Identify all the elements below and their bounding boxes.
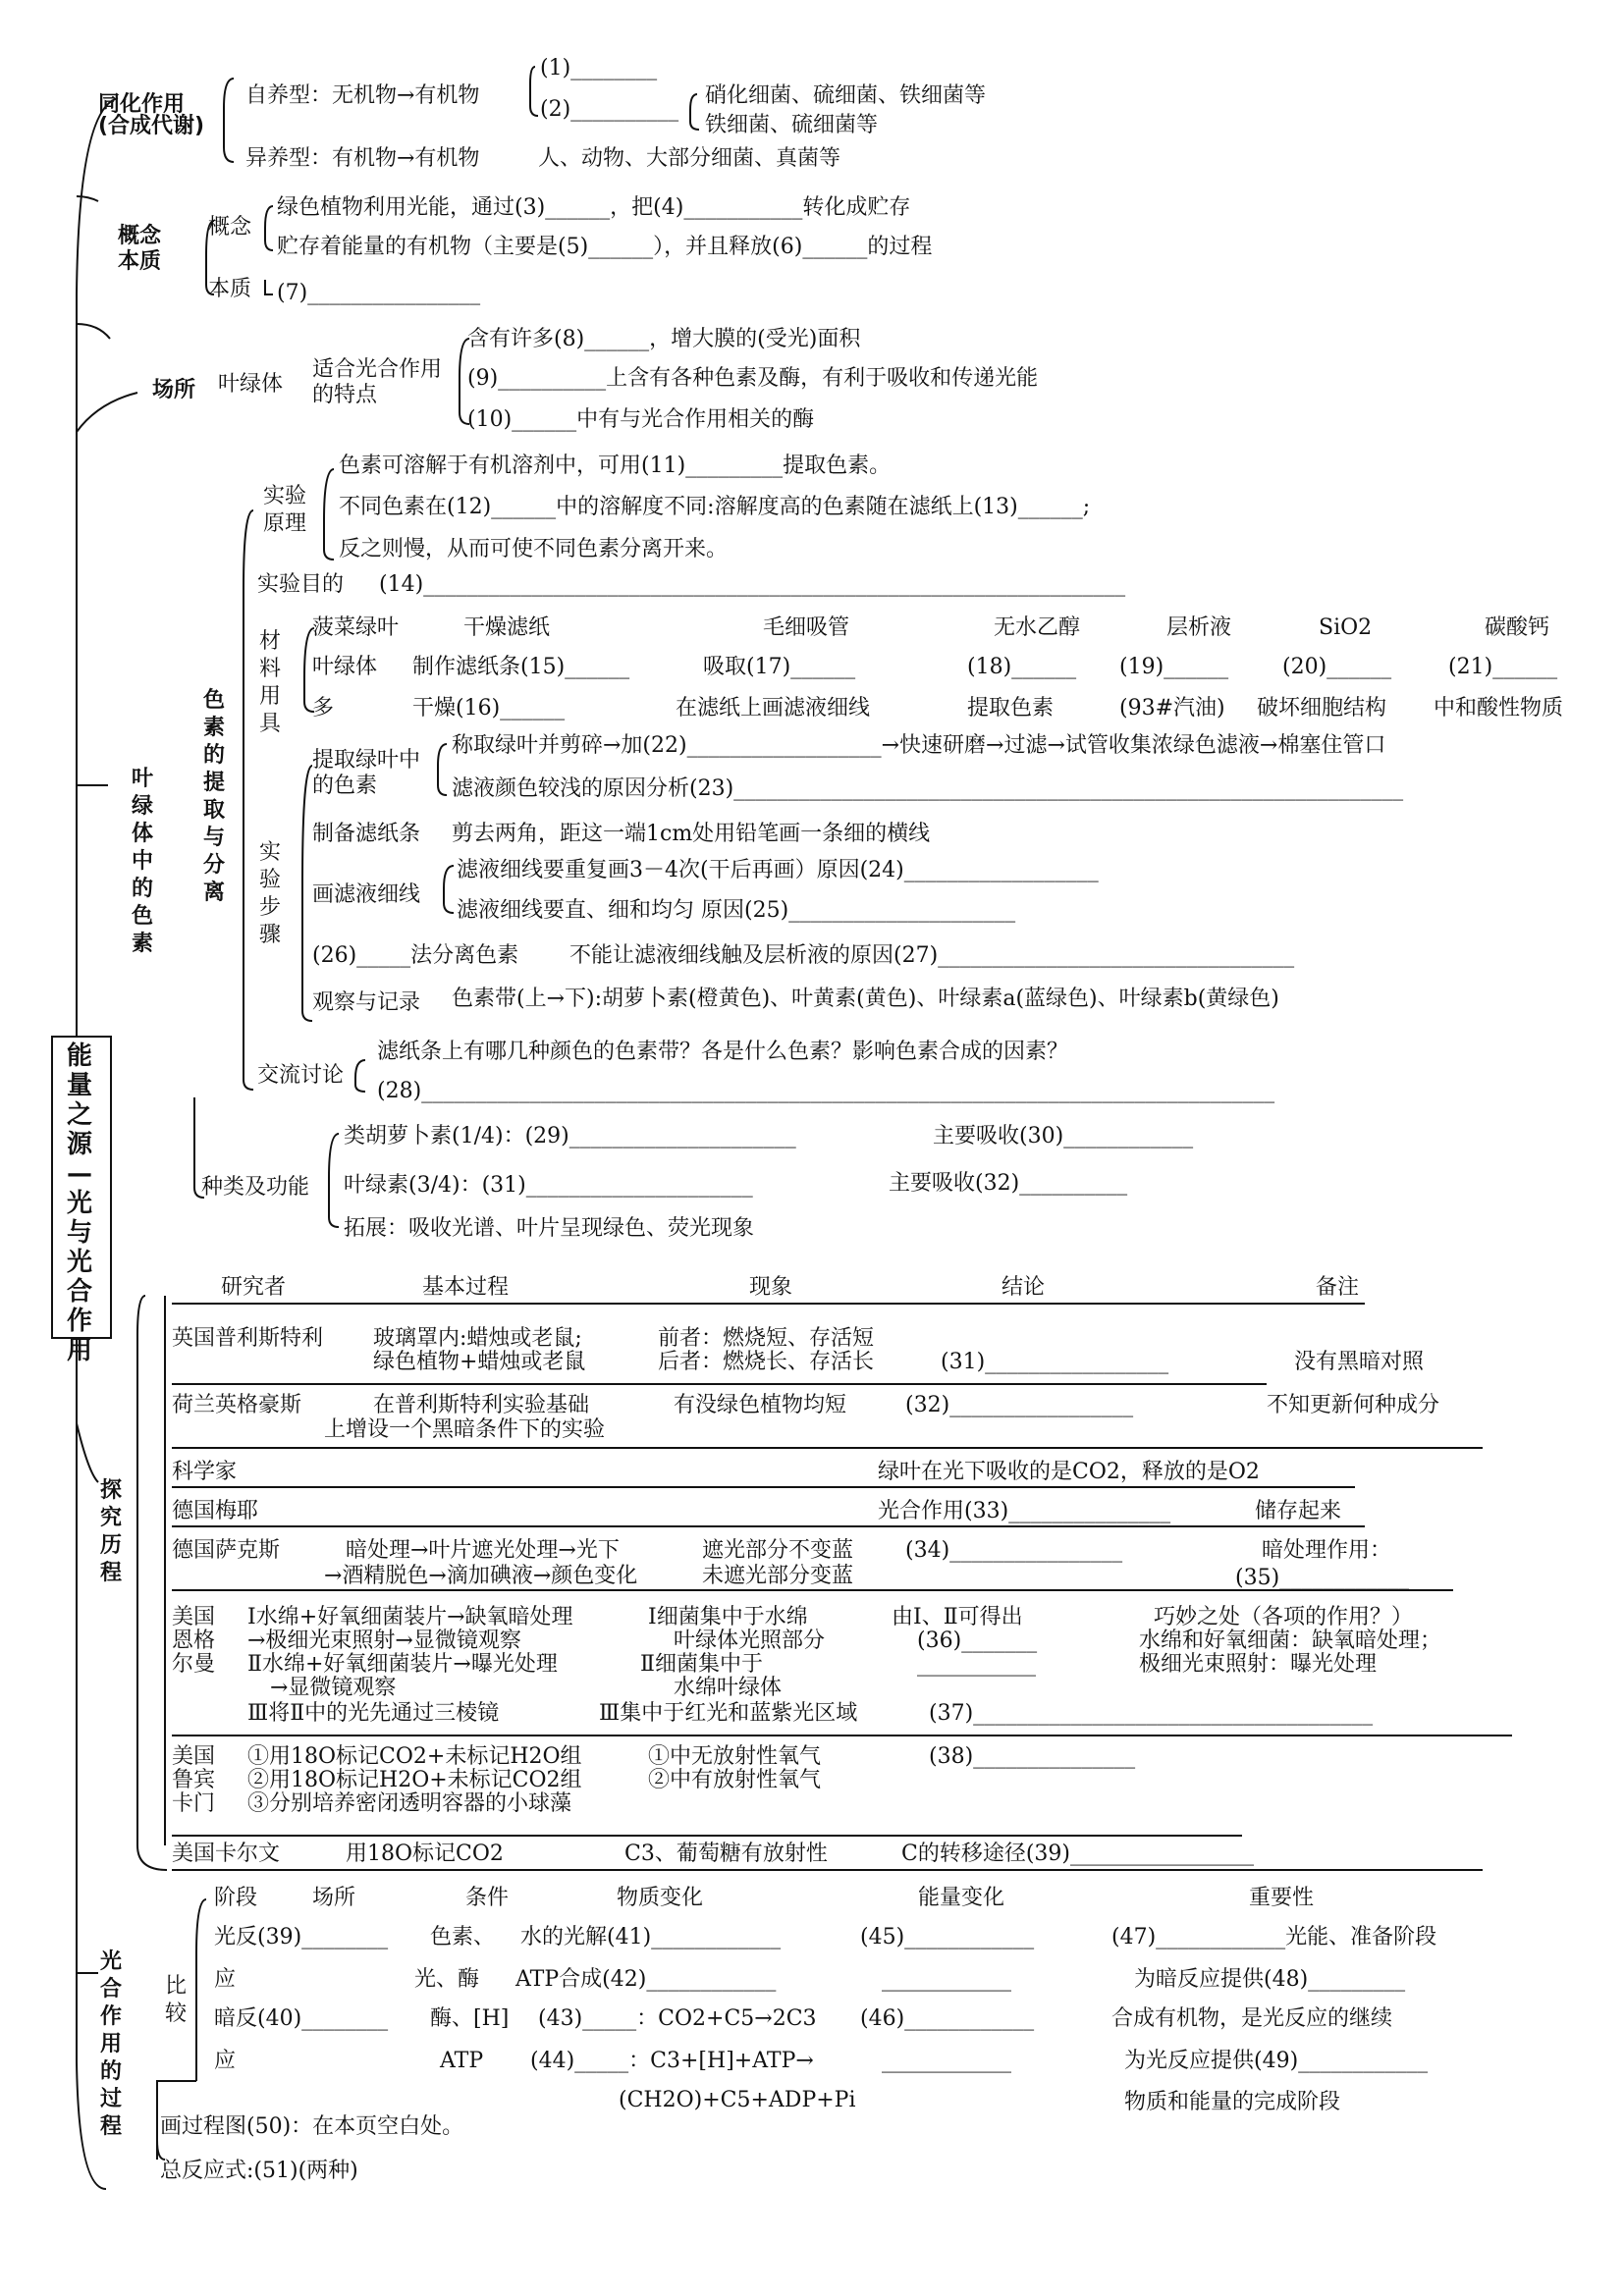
s6-dark-mat2: (44)_____：C3+[H]+ATP→ <box>530 2049 814 2073</box>
s5-r6-note3: 极细光束照射：曝光处理 <box>1139 1652 1378 1677</box>
s5-header-phenomenon: 现象 <box>749 1275 793 1300</box>
s4-extraction-title: 色素的提取与分离 <box>202 688 225 905</box>
s1-autotroph-blank2: (2)__________ <box>540 97 679 122</box>
s5-r6-note1: 巧妙之处（各项的作用？） <box>1154 1605 1414 1629</box>
s6-dark-stage1: 暗反(40)________ <box>214 2006 389 2031</box>
s5-r4-note: 储存起来 <box>1255 1499 1342 1523</box>
s4-m-r2-c3: 吸取(17)______ <box>703 655 856 679</box>
s5-r1-con: (31)_________________ <box>941 1350 1169 1374</box>
s5-r8-con: C的转移途径(39)_________________ <box>901 1842 1254 1866</box>
s6-dark-imp1: 合成有机物，是光反应的继续 <box>1111 2006 1393 2031</box>
s4-step1-label: 提取绿叶中的色素 <box>312 748 421 798</box>
s5-r3-name: 科学家 <box>172 1460 238 1484</box>
s6-light-stage2: 应 <box>214 1967 237 1992</box>
s4-step3-label: 画滤液细线 <box>312 882 421 907</box>
s5-r7-p2: ②用18O标记H2O+未标记CO2组 <box>247 1768 582 1792</box>
s4-discuss-label: 交流讨论 <box>257 1063 345 1088</box>
s6-light-imp2: 为暗反应提供(48)_________ <box>1134 1967 1406 1992</box>
s5-r1-ph2: 后者：燃烧长、存活长 <box>658 1350 875 1374</box>
s5-r8-name: 美国卡尔文 <box>172 1842 281 1866</box>
s5-r6-note2: 水绵和好氧细菌：缺氧暗处理； <box>1139 1629 1442 1653</box>
s6-header-material: 物质变化 <box>617 1886 704 1910</box>
s2-essence-blank: (7)________________ <box>277 281 481 305</box>
s5-r6-p2: →极细光束照射→显微镜观察 <box>247 1629 521 1653</box>
s4-principle-3: 反之则慢，从而可使不同色素分离开来。 <box>339 537 729 561</box>
s4-m-r3-c6: 破坏细胞结构 <box>1257 696 1387 721</box>
s4-step2-label: 制备滤纸条 <box>312 822 421 846</box>
s4-purpose-blank: (14)_________________________________________________________________ <box>379 572 1126 597</box>
s6-light-mat2: ATP合成(42)____________ <box>515 1967 777 1992</box>
s5-header-researcher: 研究者 <box>221 1275 287 1300</box>
s6-dark-imp2: 为光反应提供(49)____________ <box>1124 2049 1429 2073</box>
s5-r6-ph2: 叶绿体光照部分 <box>674 1629 826 1653</box>
s5-header-process: 基本过程 <box>422 1275 510 1300</box>
s1-title: 同化作用 <box>98 92 186 117</box>
s5-r6-ph5: Ⅲ集中于红光和蓝紫光区域 <box>599 1701 858 1726</box>
s2-essence-label: 本质 <box>208 277 252 301</box>
s4-kind2-absorb: 主要吸收(32)__________ <box>889 1171 1128 1196</box>
s5-r2-proc2: 上增设一个黑暗条件下的实验 <box>324 1417 606 1442</box>
s5-r6-name2: 恩格 <box>172 1629 216 1653</box>
s4-m-r2-c7: (21)______ <box>1448 655 1558 679</box>
s5-r6-p4: →显微镜观察 <box>270 1676 397 1700</box>
s6-header-stage: 阶段 <box>214 1886 258 1910</box>
s4-discuss-2: (28)_______________________________________________________________________________ <box>377 1079 1275 1103</box>
s5-r6-ph1: Ⅰ细菌集中于水绵 <box>648 1605 808 1629</box>
s1-autotroph-example1: 硝化细菌、硫细菌、铁细菌等 <box>705 83 987 108</box>
s1-subtitle: (合成代谢) <box>98 114 205 138</box>
s4-steps-label: 实验步骤 <box>258 840 281 947</box>
s6-header-condition: 条件 <box>465 1886 510 1910</box>
s4-m-r3-c7: 中和酸性物质 <box>1434 696 1564 721</box>
s2-concept-line2: 贮存着能量的有机物（主要是(5)______），并且释放(6)______的过程 <box>277 235 933 259</box>
s5-r6-con2: (36)_______ <box>917 1629 1038 1653</box>
s5-r7-ph1: ①中无放射性氧气 <box>648 1744 822 1769</box>
s5-r5-note2: (35)____________ <box>1235 1566 1410 1590</box>
s6-light-energy1: (45)____________ <box>860 1925 1035 1949</box>
s5-r5-con: (34)________________ <box>905 1538 1123 1563</box>
s4-step5-a: 色素带(上→下):胡萝卜素(橙黄色)、叶黄素(黄色)、叶绿素a(蓝绿色)、叶绿素b(黄绿色) <box>452 987 1279 1011</box>
s6-dark-energy1: (46)____________ <box>860 2006 1035 2031</box>
s4-discuss-1: 滤纸条上有哪几种颜色的色素带？各是什么色素？影响色素合成的因素？ <box>377 1040 1069 1064</box>
s1-heterotroph-example: 人、动物、大部分细菌、真菌等 <box>538 146 841 171</box>
s6-dark-imp3: 物质和能量的完成阶段 <box>1124 2090 1341 2114</box>
s5-r1-proc2: 绿色植物+蜡烛或老鼠 <box>373 1350 586 1374</box>
s4-step4-a: 不能让滤液细线触及层析液的原因(27)_________________________________ <box>569 943 1295 968</box>
s6-light-mat1: 水的光解(41)____________ <box>520 1925 782 1949</box>
s4-step5-label: 观察与记录 <box>312 990 421 1015</box>
s6-dark-cond1: 酶、[H] <box>430 2006 510 2031</box>
root-title: 能量之源—光与光合作用 <box>67 1041 93 1365</box>
s6-header-energy: 能量变化 <box>918 1886 1005 1910</box>
s4-m-r1-c4: 无水乙醇 <box>994 615 1081 640</box>
s1-heterotroph: 异养型：有机物→有机物 <box>245 146 480 171</box>
s4-step2-a: 剪去两角，距这一端1cm处用铅笔画一条细的横线 <box>452 822 931 846</box>
s5-r6-p3: Ⅱ水绵+好氧细菌装片→曝光处理 <box>247 1652 558 1677</box>
s5-r2-name: 荷兰英格豪斯 <box>172 1393 302 1417</box>
s5-r6-con4: (37)_____________________________________ <box>929 1701 1374 1726</box>
s5-r6-ph3: Ⅱ细菌集中于 <box>640 1652 763 1677</box>
s4-m-r3-c5: (93#汽油) <box>1119 696 1225 721</box>
s5-r1-name: 英国普利斯特利 <box>172 1326 324 1351</box>
s3-feature2: (9)__________上含有各种色素及酶，有利于吸收和传递光能 <box>467 366 1039 391</box>
s6-dark-energy2: ____________ <box>882 2049 1011 2073</box>
s4-step1-a: 称取绿叶并剪碎→加(22)__________________→快速研磨→过滤→试管收集浓绿色滤液→棉塞住管口 <box>452 733 1386 758</box>
s6-title: 光合作用的过程 <box>99 1949 122 2139</box>
s4-step3-a: 滤液细线要重复画3－4次(干后再画）原因(24)__________________ <box>457 858 1099 882</box>
s5-r5-ph1: 遮光部分不变蓝 <box>702 1538 854 1563</box>
s5-r1-ph1: 前者：燃烧短、存活短 <box>658 1326 875 1351</box>
s3-features: 适合光合作用的特点 <box>312 357 443 407</box>
s6-light-cond1: 色素、 <box>430 1925 496 1949</box>
s5-r1-proc1: 玻璃罩内:蜡烛或老鼠; <box>373 1326 582 1351</box>
s5-r4-con: 光合作用(33)_______________ <box>878 1499 1171 1523</box>
s5-title: 探究历程 <box>99 1478 122 1585</box>
s5-r2-ph: 有没绿色植物均短 <box>674 1393 847 1417</box>
s6-light-cond2: 光、酶 <box>414 1967 480 1992</box>
s4-principle-1: 色素可溶解于有机溶剂中，可用(11)_________提取色素。 <box>339 454 892 478</box>
s4-title: 叶绿体中的色素 <box>131 767 153 956</box>
s5-r7-p1: ①用18O标记CO2+未标记H2O组 <box>247 1744 582 1769</box>
s3-title: 场所 <box>152 378 196 402</box>
s4-kind1: 类胡萝卜素(1/4)：(29)_____________________ <box>344 1124 796 1148</box>
s4-m-r1-c1: 菠菜绿叶 <box>312 615 400 640</box>
s4-principle-2: 不同色素在(12)______中的溶解度不同:溶解度高的色素随在滤纸上(13)______; <box>339 495 1091 519</box>
s5-r5-proc1: 暗处理→叶片遮光处理→光下 <box>346 1538 620 1563</box>
s5-r4-name: 德国梅耶 <box>172 1499 259 1523</box>
s5-r7-p3: ③分别培养密闭透明容器的小球藻 <box>247 1791 572 1816</box>
s5-r2-proc1: 在普利斯特利实验基础 <box>373 1393 590 1417</box>
s6-light-imp1: (47)____________光能、准备阶段 <box>1111 1925 1437 1949</box>
s3-feature1: 含有许多(8)______，增大膜的(受光)面积 <box>467 327 861 351</box>
s3-feature3: (10)______中有与光合作用相关的酶 <box>467 407 815 432</box>
s4-principle-label: 实验原理 <box>262 484 306 536</box>
s5-r7-name1: 美国 <box>172 1744 216 1769</box>
s6-total-equation: 总反应式:(51)(两种) <box>160 2159 358 2183</box>
s4-m-r2-c2: 制作滤纸条(15)______ <box>412 655 630 679</box>
s5-r7-ph2: ②中有放射性氧气 <box>648 1768 822 1792</box>
s5-r5-note1: 暗处理作用： <box>1262 1538 1392 1563</box>
s5-r6-name1: 美国 <box>172 1605 216 1629</box>
s4-m-r1-c2: 干燥滤纸 <box>463 615 551 640</box>
s4-m-r2-c6: (20)______ <box>1282 655 1392 679</box>
s4-kind3: 拓展：吸收光谱、叶片呈现绿色、荧光现象 <box>344 1216 755 1241</box>
s1-autotroph-blank1: (1)________ <box>540 56 658 80</box>
s6-dark-cond2: ATP <box>440 2049 484 2073</box>
s2-concept-line1: 绿色植物利用光能，通过(3)______，把(4)___________转化成贮存 <box>277 195 911 220</box>
s5-r7-con: (38)_______________ <box>929 1744 1136 1769</box>
s5-r5-proc2: →酒精脱色→滴加碘液→颜色变化 <box>324 1564 638 1588</box>
s2-concept-label: 概念 <box>208 215 252 240</box>
s5-r7-name3: 卡门 <box>172 1791 216 1816</box>
s1-autotroph: 自养型：无机物→有机物 <box>245 83 480 108</box>
s6-draw-diagram: 画过程图(50)：在本页空白处。 <box>160 2114 464 2139</box>
s4-m-r1-c3: 毛细吸管 <box>763 615 850 640</box>
s2-title: 概念本质 <box>118 224 162 274</box>
s5-r6-con3: ___________ <box>917 1652 1036 1677</box>
s4-m-r3-c2: 干燥(16)______ <box>412 696 566 721</box>
root-title-frame <box>51 1036 112 1365</box>
s5-r6-name3: 尔曼 <box>172 1652 216 1677</box>
s5-r5-ph2: 未遮光部分变蓝 <box>702 1564 854 1588</box>
s4-m-r3-c4: 提取色素 <box>967 696 1055 721</box>
s5-r5-name: 德国萨克斯 <box>172 1538 281 1563</box>
s4-step3-b: 滤液细线要直、细和均匀 原因(25)_____________________ <box>457 898 1016 923</box>
s4-m-r1-c6: SiO2 <box>1319 615 1373 640</box>
s6-dark-mat1: (43)_____：CO2+C5→2C3 <box>538 2006 817 2031</box>
s5-r8-ph: C3、葡萄糖有放射性 <box>624 1842 828 1866</box>
s5-r6-con1: 由Ⅰ、Ⅱ可得出 <box>892 1605 1023 1629</box>
s4-purpose-label: 实验目的 <box>257 572 345 597</box>
s5-r2-con: (32)_________________ <box>905 1393 1134 1417</box>
s5-r6-p1: Ⅰ水绵+好氧细菌装片→缺氧暗处理 <box>247 1605 573 1629</box>
s4-kind2: 叶绿素(3/4)：(31)_____________________ <box>344 1173 753 1198</box>
s5-header-note: 备注 <box>1316 1275 1360 1300</box>
s6-dark-mat3: (CH2O)+C5+ADP+Pi <box>619 2088 856 2112</box>
s4-kinds-label: 种类及功能 <box>201 1175 310 1200</box>
s4-m-r3-c1: 多 <box>312 696 335 721</box>
s6-compare-label: 比较 <box>164 1974 187 2026</box>
s6-dark-stage2: 应 <box>214 2049 237 2073</box>
s4-m-r1-c7: 碳酸钙 <box>1485 615 1550 640</box>
s5-r8-proc: 用18O标记CO2 <box>346 1842 504 1866</box>
s6-light-stage1: 光反(39)________ <box>214 1925 389 1949</box>
s3-chloroplast: 叶绿体 <box>218 372 284 397</box>
s1-autotroph-example2: 铁细菌、硫细菌等 <box>705 113 879 137</box>
s6-header-importance: 重要性 <box>1249 1886 1315 1910</box>
s5-r1-note: 没有黑暗对照 <box>1294 1350 1425 1374</box>
s5-header-conclusion: 结论 <box>1001 1275 1046 1300</box>
s5-r7-name2: 鲁宾 <box>172 1768 216 1792</box>
s6-header-site: 场所 <box>312 1886 356 1910</box>
s4-m-r1-c5: 层析液 <box>1166 615 1232 640</box>
s4-m-r3-c3: 在滤纸上画滤液细线 <box>676 696 871 721</box>
s4-m-r2-c1: 叶绿体 <box>312 655 378 679</box>
s5-r2-note: 不知更新何种成分 <box>1267 1393 1440 1417</box>
s4-step1-b: 滤液颜色较浅的原因分析(23)______________________________________________________________ <box>452 776 1404 801</box>
s5-r6-ph4: 水绵叶绿体 <box>674 1676 783 1700</box>
s5-r6-p5: Ⅲ将Ⅱ中的光先通过三棱镜 <box>247 1701 500 1726</box>
s6-light-energy2: ____________ <box>882 1967 1011 1992</box>
s4-materials-label: 材料用具 <box>258 629 281 736</box>
s4-m-r2-c5: (19)______ <box>1119 655 1229 679</box>
s4-step4-label: (26)_____法分离色素 <box>312 943 519 968</box>
s4-m-r2-c4: (18)______ <box>967 655 1077 679</box>
s5-r3-con: 绿叶在光下吸收的是CO2，释放的是O2 <box>878 1460 1260 1484</box>
s4-kind1-absorb: 主要吸收(30)____________ <box>933 1124 1194 1148</box>
